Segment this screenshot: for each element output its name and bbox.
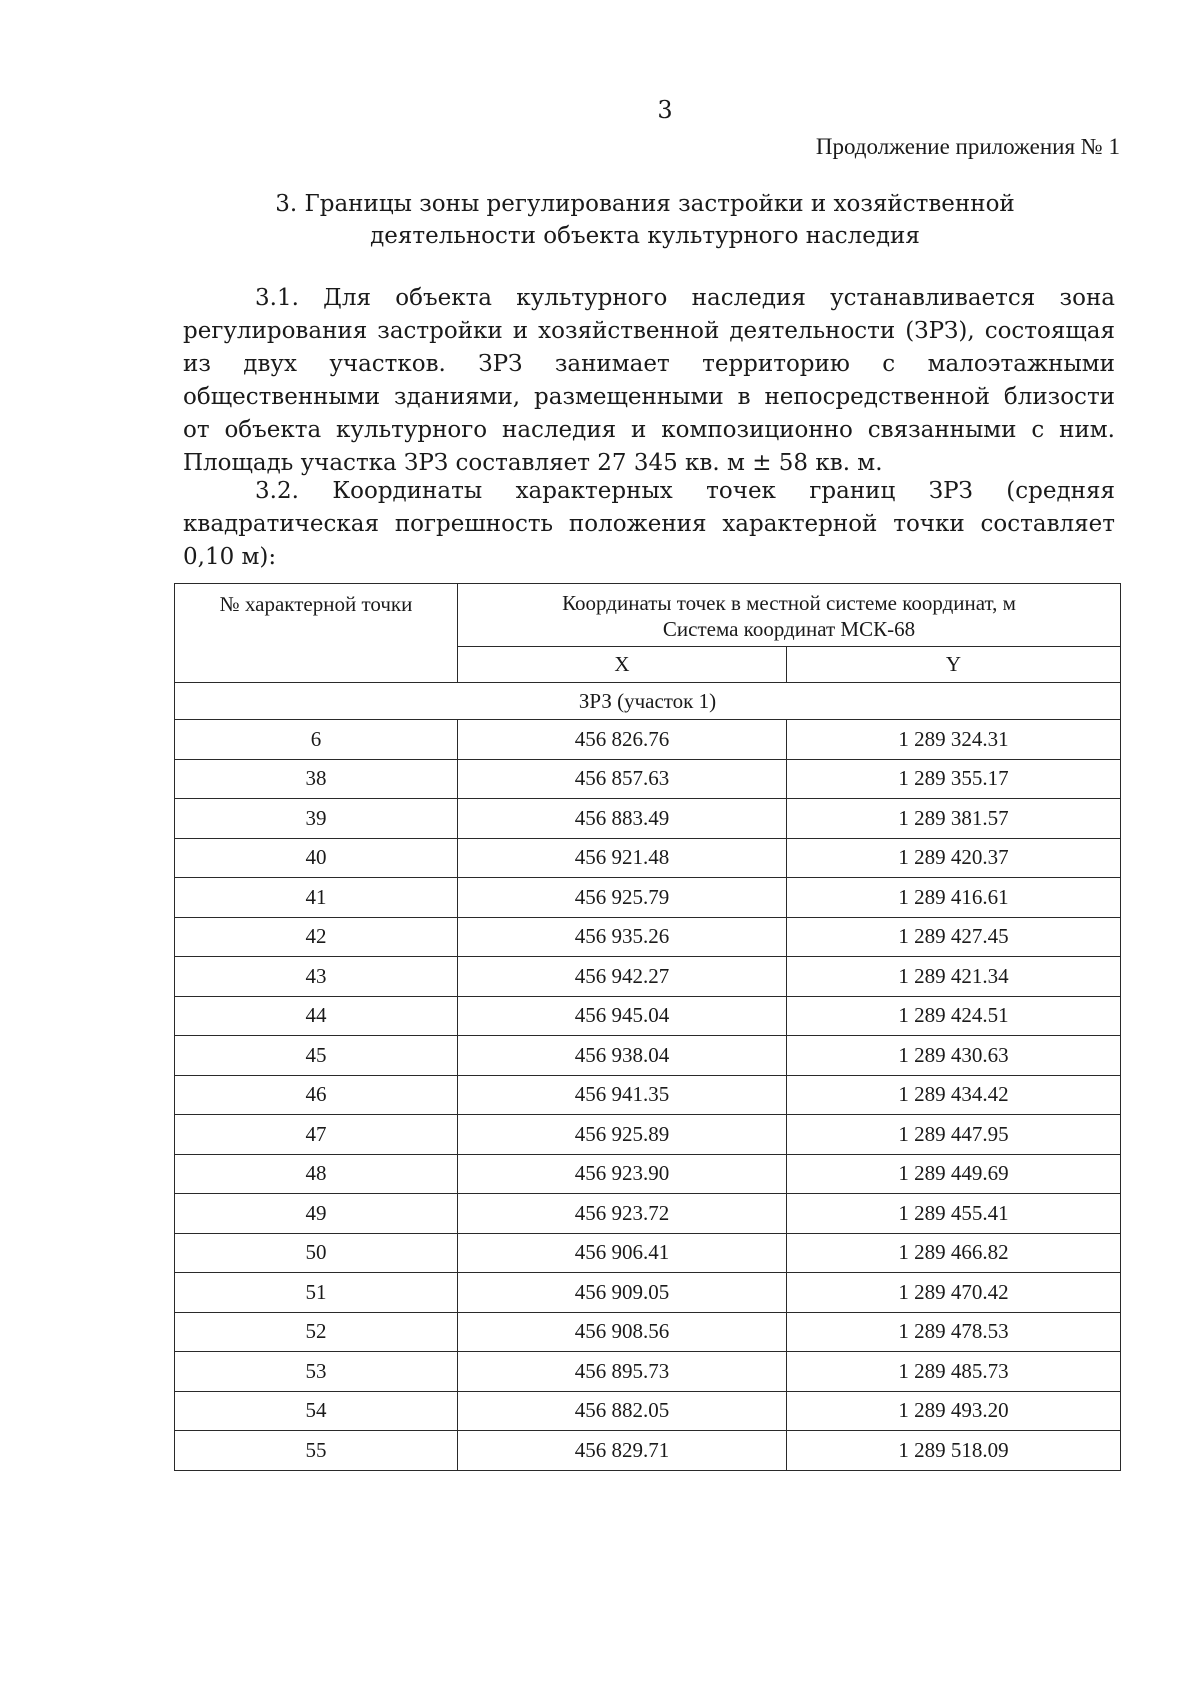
table-row: [175, 759, 1121, 799]
cell-point-number: 41: [175, 878, 458, 918]
cell-y: 1 289 434.42: [787, 1075, 1121, 1115]
cell-point-number: 43: [175, 957, 458, 997]
table-row: [175, 1075, 1121, 1115]
cell-x: 456 921.48: [458, 838, 787, 878]
cell-point-number: 55: [175, 1431, 458, 1471]
cell-x: 456 945.04: [458, 996, 787, 1036]
cell-x: 456 882.05: [458, 1391, 787, 1431]
table-row: [175, 1115, 1121, 1155]
cell-point-number: 51: [175, 1273, 458, 1313]
cell-x: 456 829.71: [458, 1431, 787, 1471]
cell-point-number: 50: [175, 1233, 458, 1273]
cell-x: 456 826.76: [458, 720, 787, 760]
table-row: [175, 720, 1121, 760]
table-row: [175, 1273, 1121, 1313]
table-row: [175, 878, 1121, 918]
cell-x: 456 923.90: [458, 1154, 787, 1194]
cell-point-number: 46: [175, 1075, 458, 1115]
cell-y: 1 289 455.41: [787, 1194, 1121, 1234]
cell-x: 456 925.79: [458, 878, 787, 918]
table-row: [175, 1391, 1121, 1431]
cell-point-number: 54: [175, 1391, 458, 1431]
cell-point-number: 49: [175, 1194, 458, 1234]
cell-y: 1 289 493.20: [787, 1391, 1121, 1431]
cell-point-number: 45: [175, 1036, 458, 1076]
cell-x: 456 923.72: [458, 1194, 787, 1234]
table-row: [175, 838, 1121, 878]
header-coordinate-system-line-1: Координаты точек в местной системе координат, м: [562, 591, 1016, 615]
table-row: [175, 1352, 1121, 1392]
cell-x: 456 925.89: [458, 1115, 787, 1155]
cell-y: 1 289 447.95: [787, 1115, 1121, 1155]
cell-point-number: 42: [175, 917, 458, 957]
header-y: Y: [787, 647, 1121, 683]
table-row: [175, 1194, 1121, 1234]
cell-y: 1 289 430.63: [787, 1036, 1121, 1076]
cell-point-number: 6: [175, 720, 458, 760]
cell-point-number: 53: [175, 1352, 458, 1392]
paragraph-3-1: [183, 282, 1115, 480]
paragraph-3-1-text: Для объекта культурного наследия устанавливается зона регулирования застройки и хозяйственной деятельности (ЗРЗ), состоящая из двух участков. ЗРЗ занимает территорию с малоэтажными общественными зданиями, размещенными в непосредственной близости от объекта культурного наследия и композиционно связанными с ним. Площадь участка ЗРЗ составляет 27 345 кв. м ± 58 кв. м.: [183, 285, 1115, 476]
coordinates-table: [174, 583, 1121, 1471]
cell-point-number: 47: [175, 1115, 458, 1155]
section-title-line-2: деятельности объекта культурного наследия: [370, 223, 920, 249]
page-number: 3: [657, 96, 673, 124]
table-row: [175, 957, 1121, 997]
header-coordinate-system-line-2: Система координат МСК-68: [662, 617, 916, 641]
table-row: [175, 1233, 1121, 1273]
cell-y: 1 289 466.82: [787, 1233, 1121, 1273]
subsection-row: ЗРЗ (участок 1): [175, 683, 1121, 720]
cell-x: 456 942.27: [458, 957, 787, 997]
paragraph-3-1-number: 3.1.: [255, 285, 299, 311]
table-row: [175, 799, 1121, 839]
cell-x: 456 941.35: [458, 1075, 787, 1115]
cell-x: 456 883.49: [458, 799, 787, 839]
header-x: X: [458, 647, 787, 683]
cell-y: 1 289 478.53: [787, 1312, 1121, 1352]
cell-x: 456 906.41: [458, 1233, 787, 1273]
paragraph-3-2-text: Координаты характерных точек границ ЗРЗ (средняя квадратическая погрешность положения характерной точки составляет 0,10 м):: [183, 478, 1116, 570]
cell-y: 1 289 416.61: [787, 878, 1121, 918]
cell-point-number: 52: [175, 1312, 458, 1352]
section-title: [180, 188, 1110, 252]
section-title-line-1: 3. Границы зоны регулирования застройки и хозяйственной: [275, 191, 1015, 217]
cell-point-number: 38: [175, 759, 458, 799]
table-row: [175, 1036, 1121, 1076]
cell-x: 456 935.26: [458, 917, 787, 957]
header-point-number: № характерной точки: [175, 584, 458, 683]
cell-y: 1 289 427.45: [787, 917, 1121, 957]
cell-y: 1 289 449.69: [787, 1154, 1121, 1194]
cell-y: 1 289 518.09: [787, 1431, 1121, 1471]
table-row: [175, 996, 1121, 1036]
table-row: [175, 917, 1121, 957]
header-coordinate-system: [458, 584, 1121, 647]
cell-point-number: 40: [175, 838, 458, 878]
cell-y: 1 289 485.73: [787, 1352, 1121, 1392]
cell-y: 1 289 424.51: [787, 996, 1121, 1036]
cell-y: 1 289 324.31: [787, 720, 1121, 760]
cell-point-number: 48: [175, 1154, 458, 1194]
cell-x: 456 909.05: [458, 1273, 787, 1313]
cell-x: 456 938.04: [458, 1036, 787, 1076]
table-row: [175, 1431, 1121, 1471]
cell-x: 456 857.63: [458, 759, 787, 799]
cell-y: 1 289 420.37: [787, 838, 1121, 878]
cell-y: 1 289 470.42: [787, 1273, 1121, 1313]
cell-y: 1 289 355.17: [787, 759, 1121, 799]
appendix-continuation-note: Продолжение приложения № 1: [815, 134, 1120, 159]
paragraph-3-2-number: 3.2.: [255, 478, 299, 504]
cell-point-number: 44: [175, 996, 458, 1036]
cell-y: 1 289 421.34: [787, 957, 1121, 997]
cell-point-number: 39: [175, 799, 458, 839]
cell-x: 456 895.73: [458, 1352, 787, 1392]
table-row: [175, 1154, 1121, 1194]
table-row: [175, 1312, 1121, 1352]
paragraph-3-2: [183, 475, 1115, 574]
cell-x: 456 908.56: [458, 1312, 787, 1352]
cell-y: 1 289 381.57: [787, 799, 1121, 839]
